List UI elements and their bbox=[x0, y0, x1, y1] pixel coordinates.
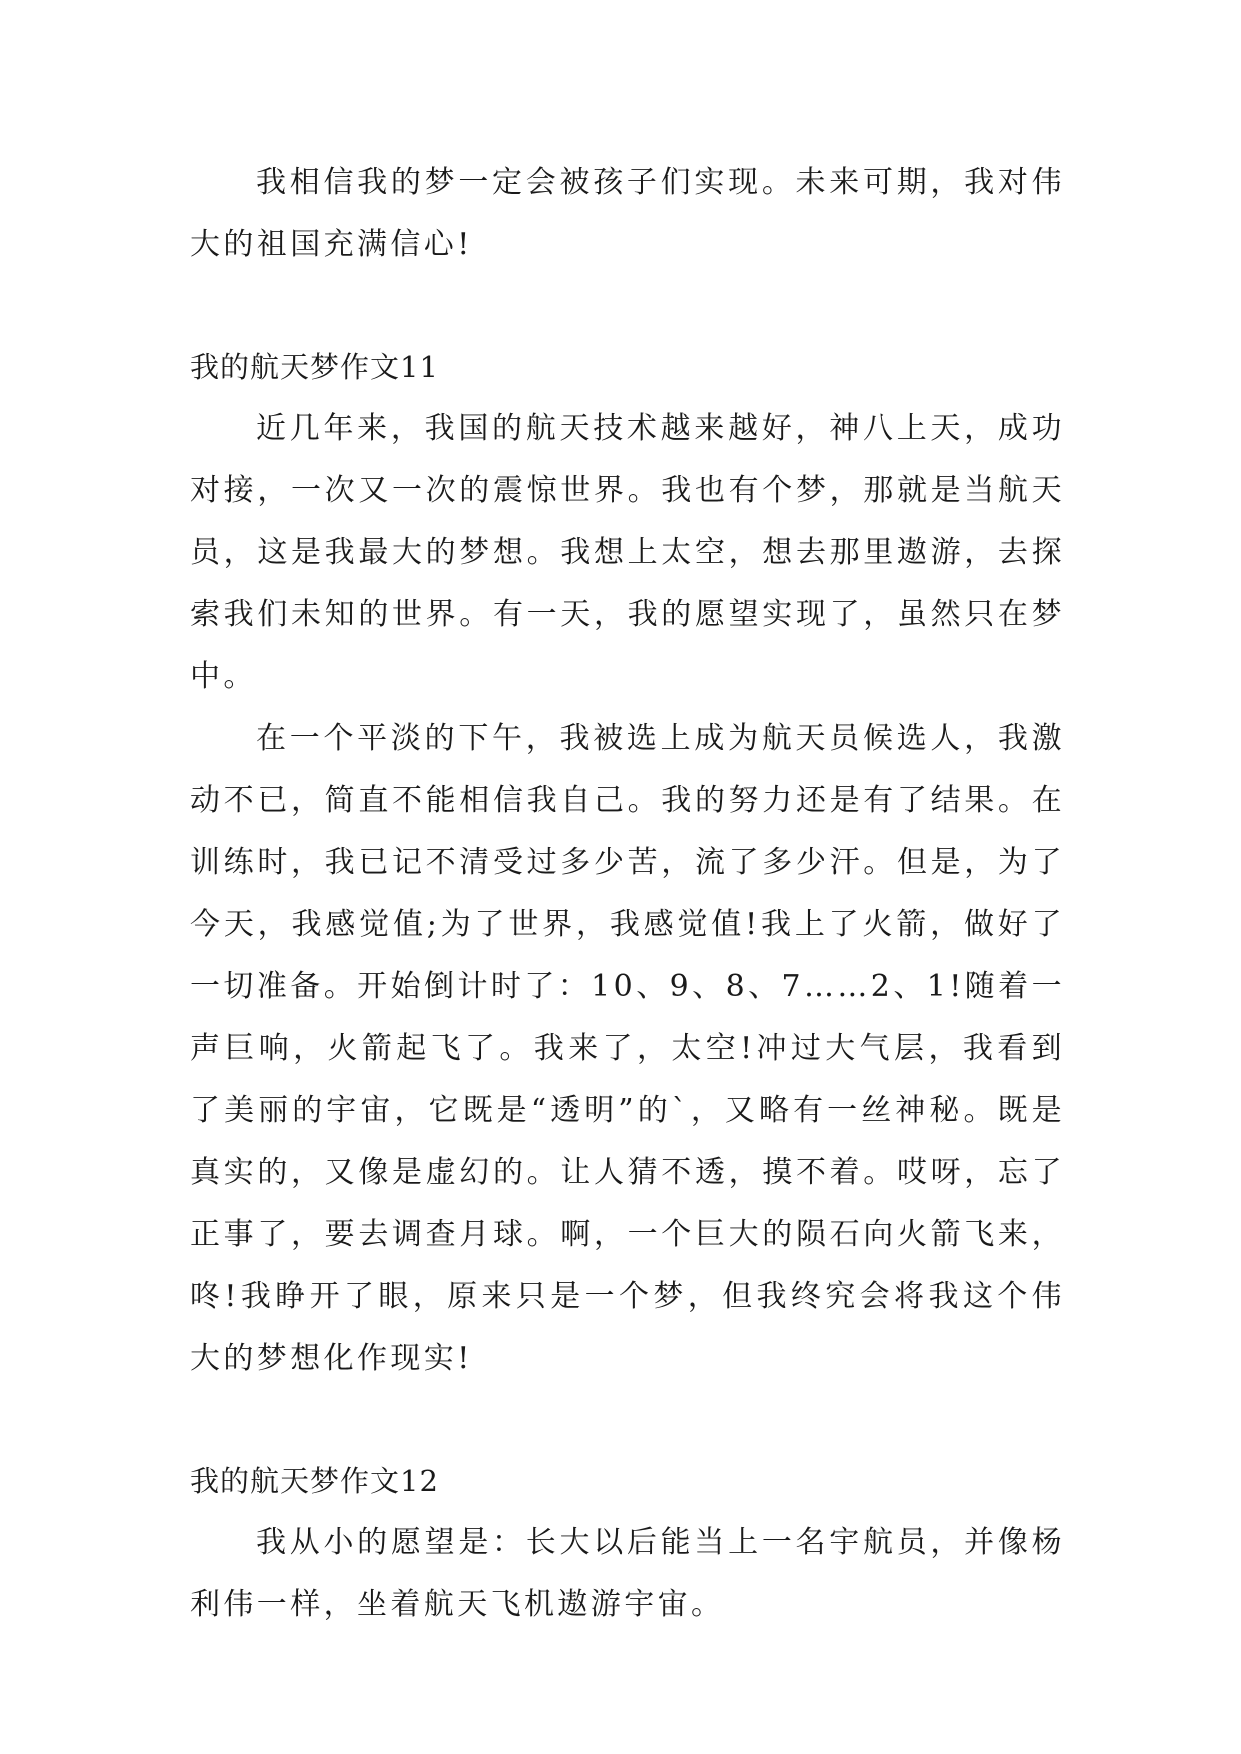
section-gap bbox=[190, 1390, 1065, 1450]
intro-paragraph: 我相信我的梦一定会被孩子们实现。未来可期，我对伟大的祖国充满信心! bbox=[190, 165, 1065, 262]
essay-11-paragraph-2: 在一个平淡的下午，我被选上成为航天员候选人，我激动不已，简直不能相信我自己。我的努力还是有了结果。在训练时，我已记不清受过多少苦，流了多少汗。但是，为了今天，我感觉值;为了世界，我感觉值!我上了火箭，做好了一切准备。开始倒计时了：10、9、8、7……2、1!随着一声巨响，火箭起飞了。我来了，太空!冲过大气层，我看到了美丽的宇宙，它既是“透明”的`，又略有一丝神秘。既是真实的，又像是虚幻的。让人猜不透，摸不着。哎呀，忘了正事了，要去调查月球。啊，一个巨大的陨石向火箭飞来，咚!我睁开了眼，原来只是一个梦，但我终究会将我这个伟大的梦想化作现实! bbox=[190, 721, 1065, 1376]
essay-12-paragraph-1: 我从小的愿望是：长大以后能当上一名宇航员，并像杨利伟一样，坐着航天飞机遨游宇宙。 bbox=[190, 1525, 1065, 1622]
essay-11-title: 我的航天梦作文11 bbox=[190, 350, 439, 384]
essay-11-paragraph-1: 近几年来，我国的航天技术越来越好，神八上天，成功对接，一次又一次的震惊世界。我也有个梦，那就是当航天员，这是我最大的梦想。我想上太空，想去那里遨游，去探索我们未知的世界。有一天，我的愿望实现了，虽然只在梦中。 bbox=[190, 411, 1065, 694]
essay-12-title: 我的航天梦作文12 bbox=[190, 1464, 439, 1498]
section-gap bbox=[190, 276, 1065, 336]
document-body bbox=[190, 152, 1065, 1636]
